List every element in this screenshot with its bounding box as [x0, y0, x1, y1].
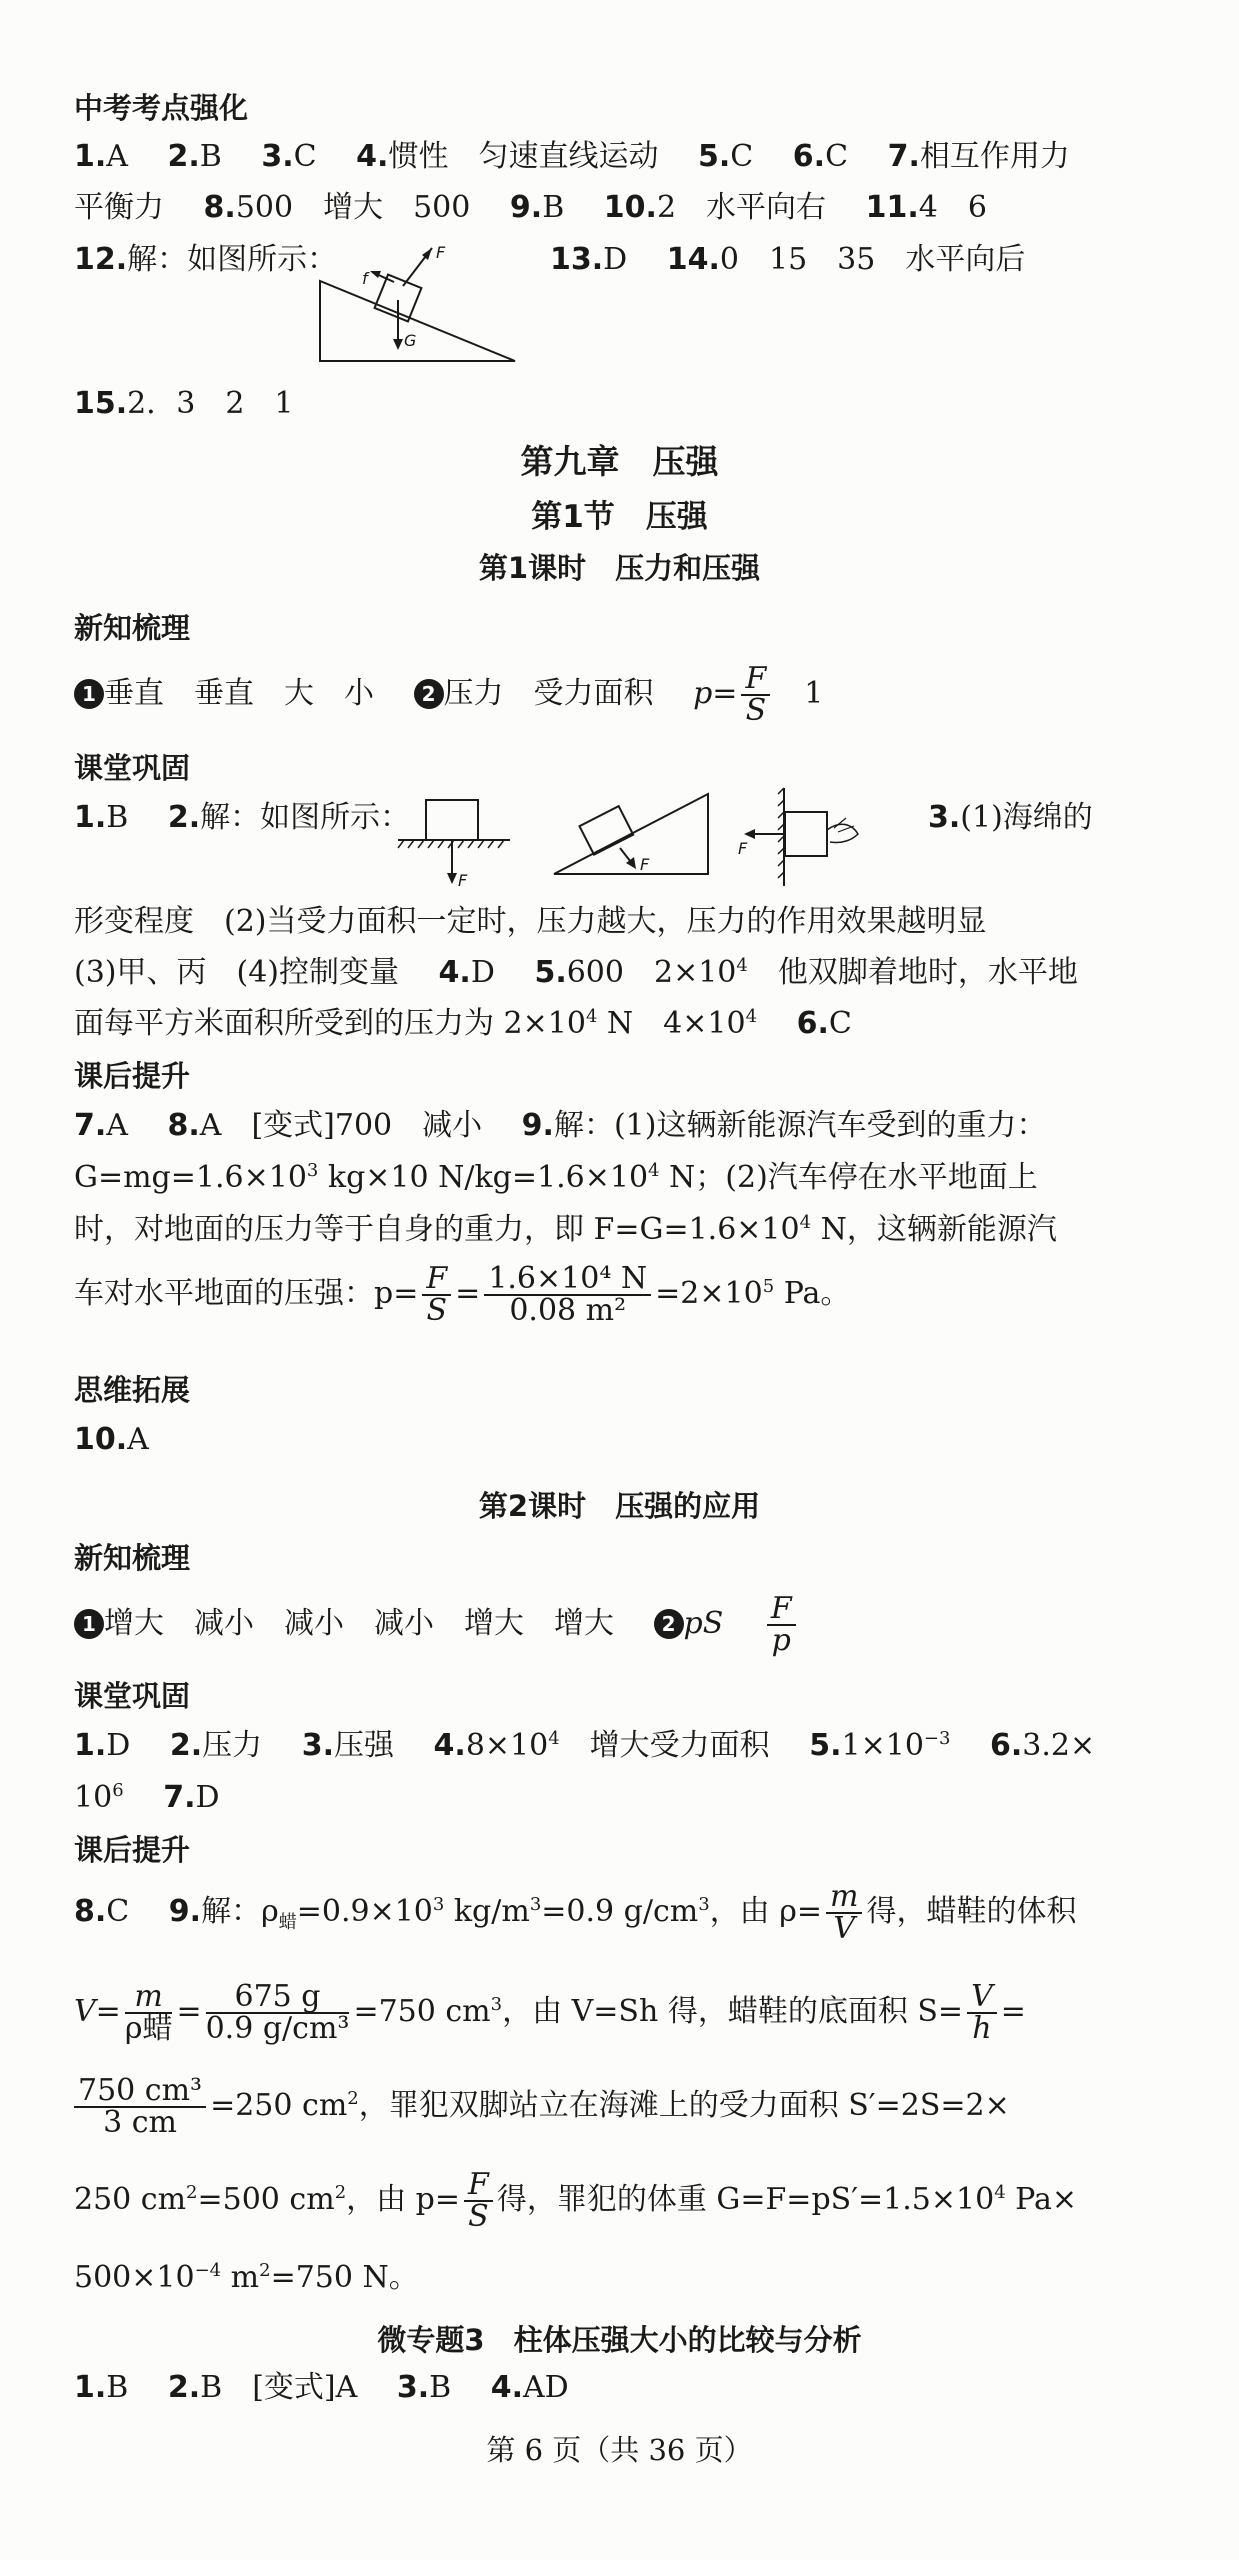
l2-ketang-line2: $10^6$ 7.D	[74, 1780, 220, 1815]
fig3-F: F	[738, 839, 748, 858]
l1-kehou-line2: $G=mg=1.6\times 10^3$ kg×10 $N/kg=1.6\times 10^4$ N；(2)汽车停在水平地面上	[74, 1160, 1038, 1195]
micro-topic-title: 微专题3 柱体压强大小的比较与分析	[377, 2323, 862, 2357]
l1-siwei-heading: 思维拓展	[74, 1373, 191, 1407]
l1-kehou-line3: 时，对地面的压力等于自身的重力，即 $F=G=1.6\times 10^4$ N，这辆新能源汽	[74, 1212, 1057, 1247]
l2-kehou-line1: 8.C 9.解：$\rho_蜡=0.9\times 10^3$ $kg/m^3=0.9$ $g/cm^3$，由 ρ= $\frac{m}{V}$ 得，蜡鞋的体积	[74, 1879, 1077, 1946]
circled-1: 1	[74, 679, 104, 709]
l1-kehou-heading: 课后提升	[74, 1059, 191, 1093]
l1-kehou-line1: 7.A 8.A [变式]700 减小 9.解：(1)这辆新能源汽车受到的重力：	[74, 1108, 1047, 1143]
fig1-F: F	[458, 871, 468, 890]
heading-zhongkao: 中考考点强化	[74, 91, 249, 125]
pressure-fig-wall	[730, 782, 870, 892]
l1-xinzhi-answers: 1 垂直 垂直 大 小 2 压力 受力面积 p= $\frac{F}{S}$ 1	[74, 664, 823, 726]
page-footer: 第 6 页（共 36 页）	[486, 2433, 753, 2467]
l1-xinzhi-heading: 新知梳理	[74, 611, 191, 645]
l2-kehou-line4: 250 $cm^2=500$ $cm^2$，由 p= $\frac{F}{S}$ 得，罪犯的体重 $G=F=pS'=1.5\times 10^4$ Pa×	[74, 2167, 1078, 2234]
force-label-f: f	[362, 269, 368, 288]
l2-xinzhi-heading: 新知梳理	[74, 1541, 191, 1575]
l1-ketang-line4: 面每平方米面积所受到的压力为 $2\times 10^4$ N $4\times 10^4$ 6.C	[74, 1006, 852, 1041]
zk-answers-line1: 1.A 2.B 3.C 4.惯性 匀速直线运动 5.C 6.C 7.相互作用力	[74, 139, 1070, 174]
l1-ketang-line2: 形变程度 (2)当受力面积一定时，压力越大，压力的作用效果越明显	[74, 904, 987, 939]
chapter-title: 第九章 压强	[520, 442, 719, 481]
zk-answers-line2: 平衡力 8.500 增大 500 9.B 10.2 水平向右 11.4 6	[74, 190, 987, 225]
l1-siwei-10: 10.A	[74, 1422, 149, 1457]
l2-ketang-heading: 课堂巩固	[74, 1679, 191, 1713]
l2-kehou-line2: V= $\frac{m}{\text{ρ蜡}}$ = $\frac{675 g}{\text{0.9 g/cm³}}$ =750 $cm^3$，由 V=Sh 得，蜡鞋的底面积 S= $\frac{V}{h}$ =	[74, 1979, 1026, 2046]
lesson2-title: 第2课时 压强的应用	[478, 1489, 761, 1523]
l2-xinzhi-answers: 1 增大 减小 减小 减小 增大 增大 2 pS $\frac{F}{p}$	[74, 1594, 800, 1656]
pressure-fig-incline	[548, 786, 718, 886]
l2-kehou-line5: $500\times 10^{-4}$ $m^2=750$ N。	[74, 2260, 419, 2295]
l1-ketang-line3: (3)甲、丙 (4)控制变量 4.D 5.600 $2\times 10^4$ 他双脚着地时，水平地	[74, 955, 1078, 990]
circled-2: 2	[414, 679, 444, 709]
force-label-F: F	[436, 243, 446, 262]
l2-kehou-line3: $\frac{\text{750 cm³}}{3 cm}$ =250 $cm^2$，罪犯双脚站立在海滩上的受力面积 S′=2S=2×	[74, 2074, 1010, 2138]
l2-kehou-heading: 课后提升	[74, 1833, 191, 1867]
pressure-fig-ground	[390, 794, 520, 894]
l1-ketang-3: 3.(1)海绵的	[928, 800, 1093, 835]
fig2-F: F	[640, 855, 650, 874]
force-label-G: G	[404, 331, 417, 350]
zk-answer-12: 12.解：如图所示：	[74, 242, 338, 277]
zk-answers-13-14: 13.D 14.0 15 35 水平向后	[550, 242, 1026, 277]
l2-ketang-line1: 1.D 2.压力 3.压强 $4.8\times 10^4$ 增大受力面积 $5.1\times 10^{-3}$ 6.3.2×	[74, 1728, 1096, 1763]
l1-ketang-1-2: 1.B 2.解：如图所示：	[74, 800, 411, 835]
zk-answer-15: 15.2．3 2 1	[74, 386, 294, 421]
micro-answers: 1.B 2.B [变式]A 3.B 4.AD	[74, 2370, 569, 2405]
l1-kehou-line4: 车对水平地面的压强：p= $\frac{F}{S}$ = $\frac{\text{1.6×10⁴ N}}{\text{0.08 m²}}$ $=2\times 10^5$ Pa。	[74, 1261, 851, 1328]
lesson1-title: 第1课时 压力和压强	[478, 551, 761, 585]
incline-force-diagram	[310, 236, 530, 366]
section-title: 第1节 压强	[531, 499, 708, 535]
l1-ketang-heading: 课堂巩固	[74, 751, 191, 785]
